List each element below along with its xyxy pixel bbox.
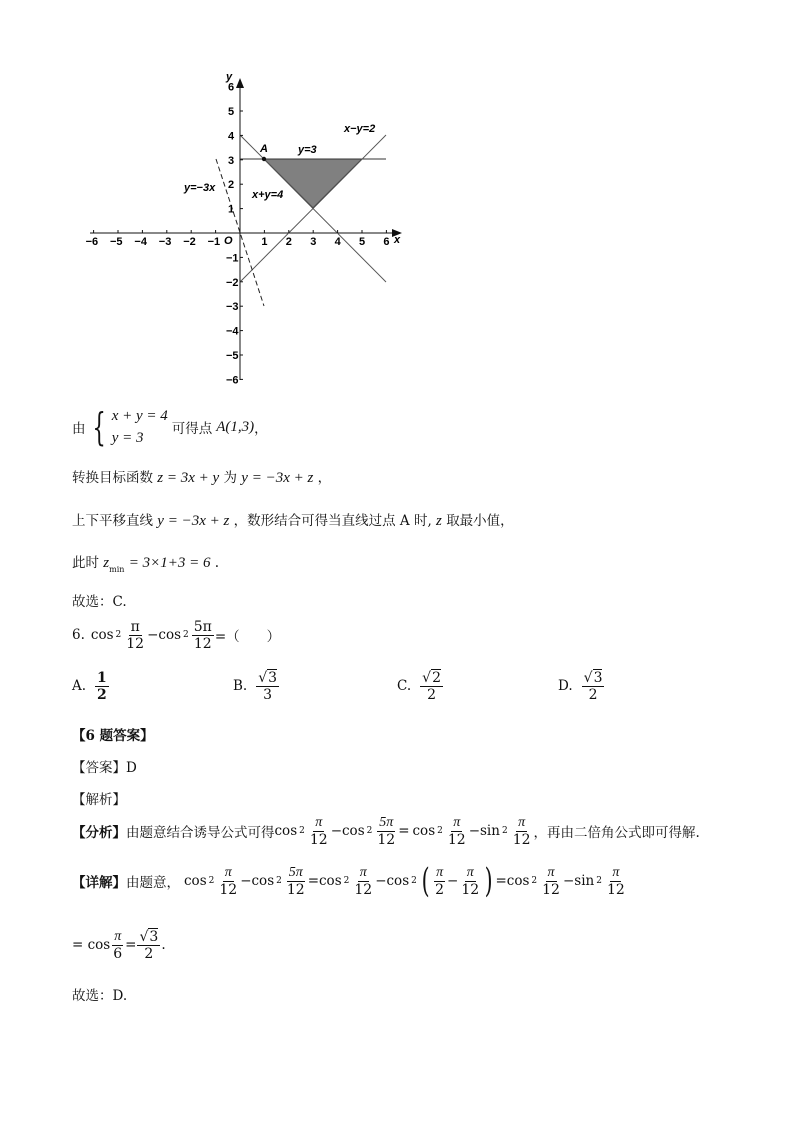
choice-label: A. — [72, 678, 87, 694]
cos-text: cos — [90, 627, 114, 643]
system-bottom: y = 3 — [111, 430, 144, 446]
choice-label: D. — [558, 678, 573, 694]
cos-text: cos — [412, 823, 436, 839]
y-tick-label: 1 — [228, 203, 235, 216]
q6-number: 6. — [72, 627, 85, 643]
line4-text: 此时 — [72, 555, 99, 571]
y-tick-label: −5 — [226, 350, 239, 362]
paren-close: ) — [484, 861, 493, 901]
analysis-header: 【解析】 — [72, 792, 126, 808]
label-y3: y=3 — [298, 144, 317, 156]
choice-fraction: $\frac{√3}{3}$ — [258, 669, 278, 703]
y-tick-label: 6 — [228, 81, 235, 94]
line2-text: 转换目标函数 — [72, 470, 153, 486]
sup-2: 2 — [208, 876, 215, 886]
frac-pi-12: $\frac{\pi}{12}$ — [447, 814, 466, 848]
y-axis-label: y — [226, 71, 233, 83]
x-tick-label: −3 — [158, 236, 172, 248]
sup-2: 2 — [596, 876, 602, 886]
frac-pi-12: $\frac{\pi}{12}$ — [542, 864, 560, 898]
line3-rest: ，数形结合可得当直线过点 A 时, — [233, 513, 432, 529]
choice-d — [558, 664, 605, 708]
x-tick-label: 5 — [359, 236, 366, 248]
y-tick-label: −6 — [226, 374, 239, 387]
system-equations — [112, 405, 168, 449]
fenxi-line: 【分析】 由题意结合诱导公式可得 cos 2 $\frac{\pi}{12}$ − cos 2 $\frac{5\pi}{12}$ = cos 2 $\frac{\pi}{12}$ − sin 2 $\frac{\pi}{12}$ ，再由二倍角公式即可得解. — [72, 814, 700, 848]
frac-pi-12: $\frac{\pi}{12}$ — [126, 618, 145, 652]
cos-text: cos — [386, 873, 410, 889]
system-top: x + y = 4 — [111, 408, 168, 424]
line3-end: 取最小值， — [446, 513, 514, 529]
cos-text: cos — [506, 873, 530, 889]
paren-open: ( — [421, 861, 430, 901]
sup-2: 2 — [531, 876, 538, 886]
solution-line-3 — [72, 509, 514, 530]
solution-line-5: 故选：C. — [72, 594, 127, 610]
line1-point: A(1,3) — [216, 418, 255, 435]
x-tick-label: −2 — [183, 236, 196, 248]
sup-2: 2 — [343, 876, 350, 886]
q6-stem — [72, 614, 280, 656]
final-eq: = cos — [72, 937, 111, 953]
xiangjie-text: 由题意， — [126, 875, 180, 891]
frac-5pi-12: $\frac{5\pi}{12}$ — [286, 864, 305, 898]
line2-eq1: z = 3x + y — [157, 470, 220, 486]
x-tick-label: −6 — [85, 236, 99, 248]
cos-text: cos — [184, 873, 207, 889]
x-tick-label: 6 — [383, 236, 390, 248]
line2-mid: 为 — [223, 470, 237, 486]
frac-pi-12: $\frac{\pi}{12}$ — [219, 864, 238, 898]
y-tick-label: −1 — [226, 252, 239, 265]
frac-pi-2: $\frac{\pi}{2}$ — [435, 864, 445, 898]
line2-end: ， — [317, 470, 332, 486]
solution-line-1 — [72, 404, 268, 450]
minus: − — [447, 873, 459, 889]
x-tick-label: −4 — [134, 236, 147, 248]
label-x-plus-y: x+y=4 — [252, 189, 284, 201]
x-tick-label: 3 — [310, 236, 317, 248]
choice-b — [233, 664, 280, 708]
frac-pi-6: $\frac{\pi}{6}$ — [113, 928, 123, 962]
origin-label: O — [224, 235, 233, 247]
sup-2: 2 — [411, 876, 417, 886]
y-tick-label: −4 — [226, 325, 239, 338]
fenxi-text1: 由题意结合诱导公式可得 — [126, 825, 275, 841]
choice-fraction: $\frac{√2}{2}$ — [422, 669, 441, 703]
label-y-minus-3x: y=−3x — [184, 182, 216, 194]
line4-end: . — [214, 555, 220, 571]
x-axis-label: x — [394, 234, 401, 246]
point-a — [262, 157, 266, 161]
choice-label: C. — [397, 678, 412, 694]
solution-line-2 — [72, 466, 331, 487]
equals-blank: =（ ） — [214, 629, 281, 645]
minus: − — [468, 823, 480, 839]
line4-sub: min — [109, 565, 125, 574]
x-tick-label: 4 — [334, 236, 341, 248]
cos-text: cos — [342, 823, 365, 839]
sup-2: 2 — [183, 630, 189, 640]
sup-2: 2 — [501, 826, 508, 836]
point-a-label: A — [260, 143, 268, 155]
line4-z: z — [103, 555, 110, 571]
choice-c — [397, 664, 444, 708]
frac-pi-12: $\frac{\pi}{12}$ — [354, 864, 373, 898]
y-tick-label: 2 — [228, 179, 235, 192]
frac-pi-12: $\frac{\pi}{12}$ — [606, 864, 625, 898]
x-tick-label: 1 — [261, 236, 268, 248]
line3-eq: y = −3x + z — [157, 513, 230, 529]
sup-2: 2 — [299, 826, 305, 836]
answer-header: 【6 题答案】 — [72, 728, 154, 744]
x-tick-label: −5 — [110, 236, 123, 248]
frac-sqrt3-2: $\frac{√3}{2}$ — [139, 928, 159, 962]
y-tick-label: −3 — [226, 301, 239, 314]
frac-pi-12: $\frac{\pi}{12}$ — [512, 814, 531, 848]
choice-fraction: $\frac{√3}{2}$ — [583, 669, 603, 703]
feasible-region-graph — [80, 66, 420, 388]
line1-end: ， — [254, 421, 268, 437]
sin-text: sin — [574, 873, 595, 889]
system-brace: { — [91, 405, 106, 449]
choice-a — [72, 664, 110, 708]
y-tick-label: 3 — [228, 154, 235, 167]
y-tick-label: −2 — [226, 276, 239, 289]
y-tick-label: 5 — [228, 106, 235, 118]
sup-2: 2 — [437, 826, 443, 836]
x-tick-label: −1 — [207, 236, 221, 248]
line1-mid: 可得点 — [171, 421, 213, 437]
minus: − — [562, 873, 575, 889]
x-tick-label: 2 — [285, 236, 292, 248]
xiangjie-label: 【详解】 — [72, 875, 126, 891]
line3-text: 上下平移直线 — [72, 513, 153, 529]
sin-text: sin — [480, 823, 500, 839]
solution-line-4 — [72, 551, 219, 574]
answer-line: 【答案】D — [72, 760, 137, 776]
line4-eq: = 3×1+3 = 6 — [128, 555, 211, 571]
y-tick-label: 4 — [228, 130, 235, 143]
frac-5pi-12: $\frac{5\pi}{12}$ — [193, 618, 212, 652]
final-period: . — [161, 937, 166, 953]
cos-text: cos — [158, 627, 182, 643]
fenxi-text2: ，再由二倍角公式即可得解. — [533, 825, 700, 841]
choice-fraction: $\frac{1}{2}$ — [97, 669, 107, 703]
sup-2: 2 — [366, 826, 373, 836]
frac-pi-12: $\frac{\pi}{12}$ — [309, 814, 328, 848]
cos-text: cos — [251, 873, 275, 889]
sup-2: 2 — [276, 876, 282, 886]
minus: − — [375, 873, 387, 889]
frac-5pi-12: $\frac{5\pi}{12}$ — [377, 814, 396, 848]
final-line: = cos $\frac{\pi}{6}$ = $\frac{√3}{2}$ . — [72, 928, 166, 962]
fenxi-label: 【分析】 — [72, 825, 126, 841]
cos-text: cos — [319, 873, 342, 889]
minus: − — [240, 873, 252, 889]
sup-2: 2 — [115, 630, 122, 640]
minus: − — [330, 823, 342, 839]
cos-text: cos — [274, 823, 298, 839]
line3-z: z — [436, 513, 442, 529]
label-x-minus-y: x−y=2 — [344, 123, 376, 135]
final-choice: 故选：D. — [72, 988, 128, 1004]
choice-label: B. — [233, 678, 248, 694]
frac-pi-12: $\frac{\pi}{12}$ — [461, 864, 480, 898]
xiangjie-line: 【详解】 由题意， cos 2 $\frac{\pi}{12}$ − cos 2 $\frac{5\pi}{12}$ = cos 2 $\frac{\pi}{12}$ − cos 2 ( $\frac{\pi}{2}$ − $\frac{\pi}{12}$ ) = cos 2 $\frac{\pi}{12}$ − sin 2 $\frac{\pi}{12}$ — [72, 861, 625, 901]
line2-eq2: y = −3x + z — [241, 470, 314, 486]
line1-prefix: 由 — [72, 421, 86, 437]
minus: − — [147, 627, 159, 643]
